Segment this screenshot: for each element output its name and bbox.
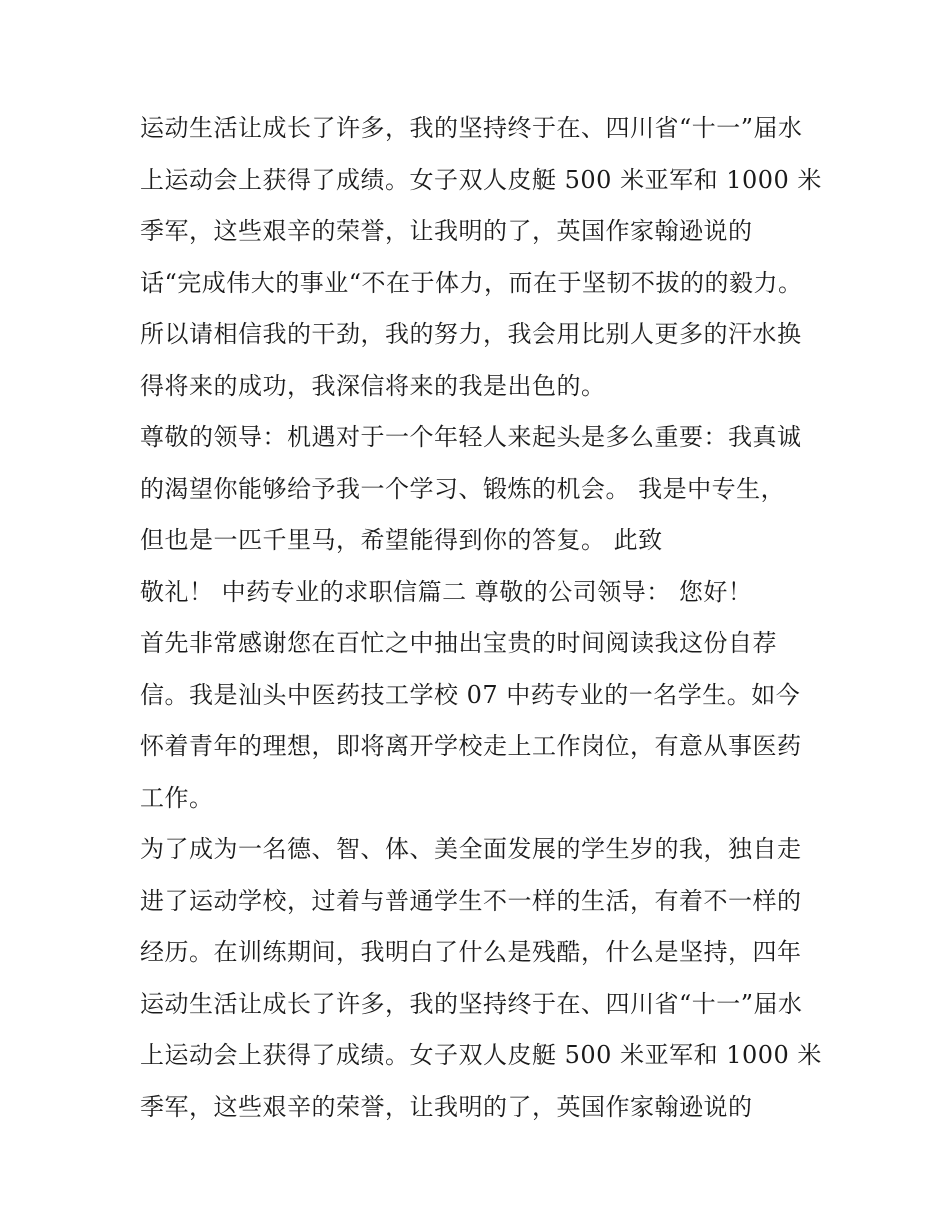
- text-line: 上运动会上获得了成绩。女子双人皮艇 500 米亚军和 1000 米: [140, 1041, 822, 1069]
- text-line: 首先非常感谢您在百忙之中抽出宝贵的时间阅读我这份自荐: [140, 629, 777, 657]
- text-line: 进了运动学校，过着与普通学生不一样的生活，有着不一样的: [140, 886, 802, 915]
- text-line: 运动生活让成长了许多，我的坚持终于在、四川省“十一”届水: [140, 114, 803, 142]
- document-body: [140, 103, 830, 1133]
- text-line: 但也是一匹千里马，希望能得到你的答复。 此致: [140, 526, 663, 554]
- text-line: 季军，这些艰辛的荣誉，让我明的了，英国作家翰逊说的: [140, 1092, 753, 1121]
- text-line: 经历。在训练期间，我明白了什么是残酷，什么是坚持，四年: [140, 938, 802, 966]
- text-line: 信。我是汕头中医药技工学校 07 中药专业的一名学生。如今: [140, 680, 801, 709]
- text-line: 尊敬的领导：机遇对于一个年轻人来起头是多么重要：我真诚: [140, 423, 802, 451]
- text-line: 话“完成伟大的事业“不在于体力，而在于坚韧不拔的的毅力。: [140, 268, 803, 297]
- text-line: 的渴望你能够给予我一个学习、锻炼的机会。 我是中专生，: [140, 474, 786, 503]
- text-line: 得将来的成功，我深信将来的我是出色的。: [140, 371, 606, 400]
- text-line: 工作。: [140, 783, 214, 812]
- text-line: 敬礼！ 中药专业的求职信篇二 尊敬的公司领导： 您好！: [140, 577, 753, 606]
- text-line: 怀着青年的理想，即将离开学校走上工作岗位，有意从事医药: [140, 732, 802, 760]
- text-line: 上运动会上获得了成绩。女子双人皮艇 500 米亚军和 1000 米: [140, 165, 822, 194]
- text-line: 所以请相信我的干劲，我的努力，我会用比别人更多的汗水换: [140, 320, 802, 348]
- text-line: 季军，这些艰辛的荣誉，让我明的了，英国作家翰逊说的: [140, 217, 753, 245]
- text-line: 运动生活让成长了许多，我的坚持终于在、四川省“十一”届水: [140, 989, 803, 1018]
- text-line: 为了成为一名德、智、体、美全面发展的学生岁的我，独自走: [140, 835, 802, 863]
